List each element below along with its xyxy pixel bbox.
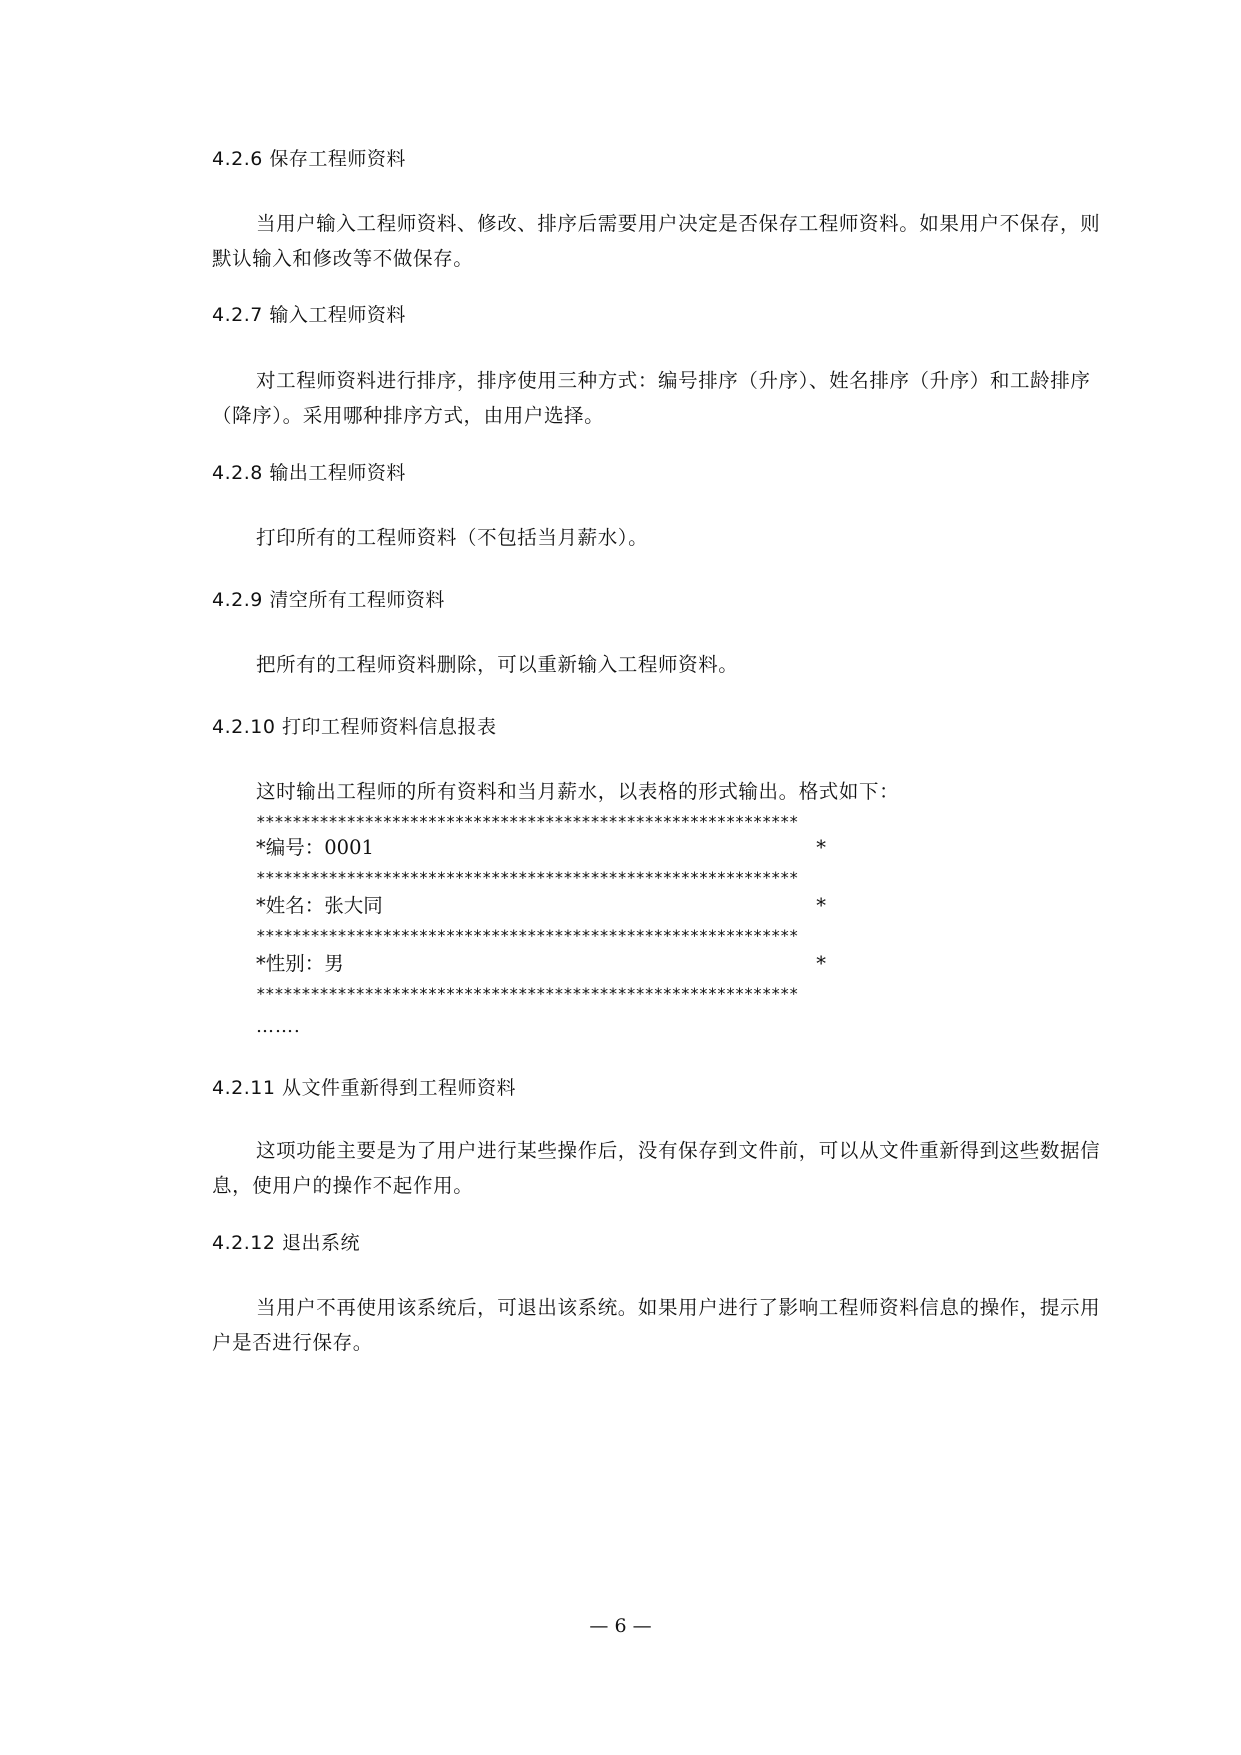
section-heading-4-2-9: 4.2.9 清空所有工程师资料 <box>212 589 445 611</box>
section-heading-4-2-8: 4.2.8 输出工程师资料 <box>212 462 406 484</box>
section-body-4-2-9: 把所有的工程师资料删除，可以重新输入工程师资料。 <box>256 653 739 676</box>
section-body-4-2-7: 对工程师资料进行排序，排序使用三种方式：编号排序（升序）、姓名排序（升序）和工龄排序（降序）。采用哪种排序方式，由用户选择。 <box>212 369 1091 427</box>
report-border-line: ************************************************************ <box>256 812 798 831</box>
section-heading-4-2-6: 4.2.6 保存工程师资料 <box>212 148 406 170</box>
section-heading-4-2-11: 4.2.11 从文件重新得到工程师资料 <box>212 1077 516 1099</box>
section-body-4-2-6: 当用户输入工程师资料、修改、排序后需要用户决定是否保存工程师资料。如果用户不保存，则默认输入和修改等不做保存。 <box>212 212 1101 270</box>
section-body-4-2-10: 这时输出工程师的所有资料和当月薪水，以表格的形式输出。格式如下： <box>256 780 900 803</box>
report-field-end: * <box>816 952 826 975</box>
report-border-line: ************************************************************ <box>256 984 798 1003</box>
report-field-id <box>256 834 826 862</box>
report-ellipsis: ……. <box>256 1016 301 1037</box>
report-field-end: * <box>816 894 826 917</box>
section-body-4-2-11: 这项功能主要是为了用户进行某些操作后，没有保存到文件前，可以从文件重新得到这些数据信息，使用户的操作不起作用。 <box>212 1139 1101 1197</box>
report-field-gender <box>256 950 826 978</box>
report-field-label: *性别：男 <box>256 952 344 975</box>
section-heading-4-2-12: 4.2.12 退出系统 <box>212 1232 360 1254</box>
section-heading-4-2-10: 4.2.10 打印工程师资料信息报表 <box>212 716 497 738</box>
report-border-line: ************************************************************ <box>256 926 798 945</box>
report-border-line: ************************************************************ <box>256 868 798 887</box>
section-body-4-2-12: 当用户不再使用该系统后，可退出该系统。如果用户进行了影响工程师资料信息的操作，提示用户是否进行保存。 <box>212 1296 1101 1354</box>
report-field-label: *姓名：张大同 <box>256 894 383 917</box>
report-field-end: * <box>816 836 826 859</box>
report-field-name <box>256 892 826 920</box>
section-heading-4-2-7: 4.2.7 输入工程师资料 <box>212 304 406 326</box>
section-body-4-2-8: 打印所有的工程师资料（不包括当月薪水）。 <box>256 526 649 549</box>
page-number: — 6 — <box>589 1615 652 1637</box>
report-field-label: *编号：0001 <box>256 836 374 859</box>
